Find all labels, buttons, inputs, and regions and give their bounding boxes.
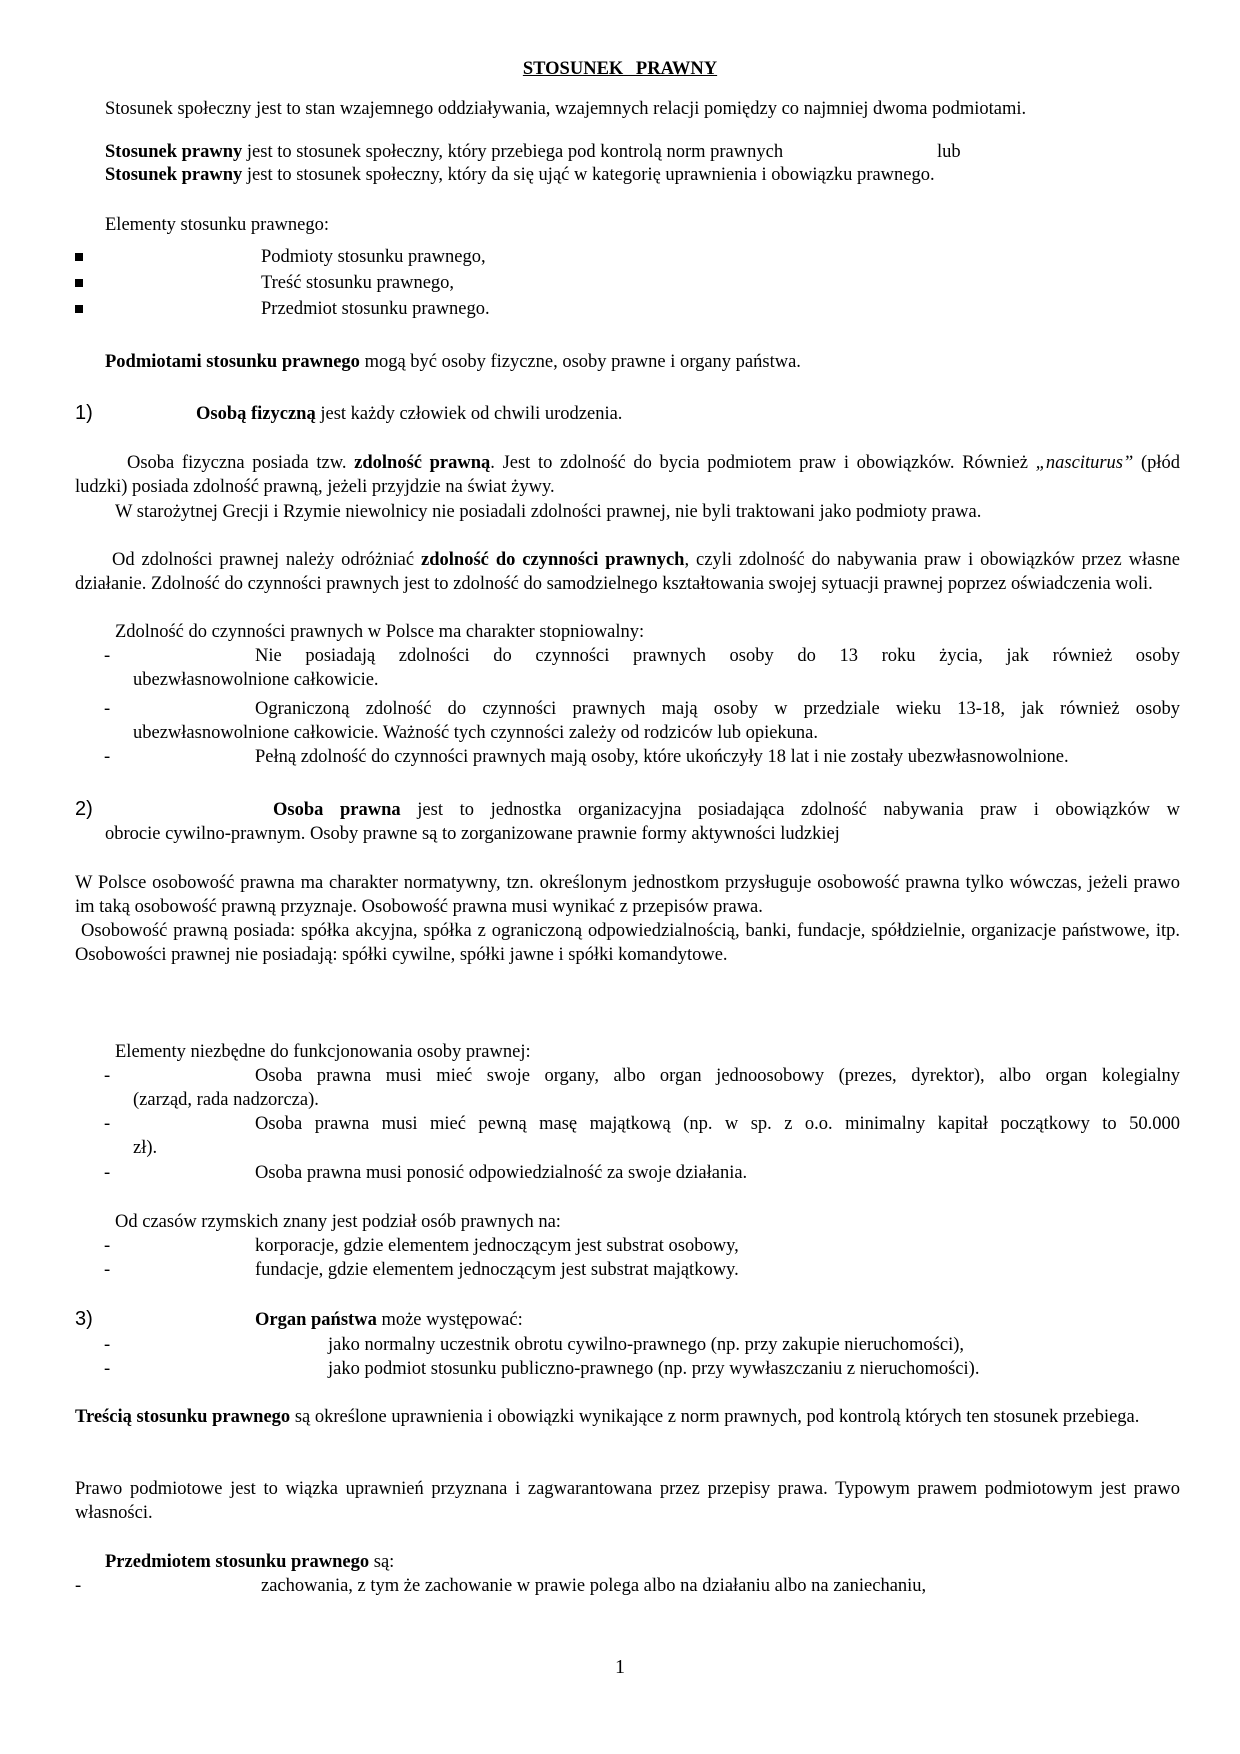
content-text: są określone uprawnienia i obowiązki wynikające z norm prawnych, pod kontrolą których ten stosunek przebiega. (290, 1407, 1140, 1427)
square-bullet-icon (75, 279, 83, 287)
capacity-acts-paragraph (75, 548, 1180, 596)
section-1-number: 1) (75, 402, 93, 424)
organ-list-item: jako normalny uczestnik obrotu cywilno-prawnego (np. przy zakupie nieruchomości), (328, 1335, 965, 1355)
section-3-number: 3) (75, 1308, 93, 1330)
section-2-term: Osoba prawna (273, 800, 401, 820)
square-bullet-icon (75, 253, 83, 261)
roman-list-item: korporacje, gdzie elementem jednoczącym jest substrat osobowy, (255, 1236, 739, 1256)
capacity-acts-term: zdolność do czynności prawnych (421, 550, 685, 570)
section-3-term: Organ państwa (255, 1310, 377, 1330)
legal-personality-paragraph: W Polsce osobowość prawna ma charakter normatywny, tzn. określonym jednostkom przysługuje osobowość prawna tylko wówczas, jeżeli prawo im taką osobowość prawną przyznaje. Osobowość prawna musi wynikać z przepisów prawa. (75, 873, 1180, 917)
needed-list-item-cont: (zarząd, rada nadzorcza). (133, 1090, 319, 1110)
square-bullet-icon (75, 305, 83, 313)
section-1-term: Osobą fizyczną (196, 404, 316, 424)
capacity-list-item-cont: ubezwłasnowolnione całkowicie. (133, 670, 379, 690)
subjective-right-paragraph: Prawo podmiotowe jest to wiązka uprawnień przyznana i zagwarantowana przez przepisy prawa. Typowym prawem podmiotowym jest prawo własności. (75, 1479, 1180, 1523)
definition-2 (105, 163, 935, 187)
capacity-list-item-cont: ubezwłasnowolnione całkowicie. Ważność tych czynności zależy od rodziców lub opiekuna. (133, 723, 819, 743)
object-list-item: zachowania, z tym że zachowanie w prawie polega albo na działaniu albo na zaniechaniu, (261, 1576, 927, 1596)
definition-1 (105, 140, 783, 164)
elements-heading: Elementy stosunku prawnego: (105, 215, 330, 235)
dash-bullet: - (104, 1163, 111, 1183)
organ-list-item: jako podmiot stosunku publiczno-prawnego (np. przy wywłaszczaniu z nieruchomości). (328, 1359, 980, 1379)
dash-bullet: - (104, 699, 111, 719)
legal-capacity-paragraph (75, 451, 1180, 499)
elements-item: Podmioty stosunku prawnego, (261, 247, 486, 267)
text-run: Osoba fizyczna posiada tzw. (127, 453, 355, 473)
capacity-list-item: Nie posiadają zdolności do czynności prawnych osoby do 13 roku życia, jak również osoby (255, 646, 1180, 666)
definition-1-text: jest to stosunek społeczny, który przebiega pod kontrolą norm prawnych (242, 142, 784, 162)
legal-capacity-term: zdolność prawną (354, 453, 491, 473)
nasciturus-term: „nasciturus” (1035, 453, 1134, 473)
page-number: 1 (615, 1656, 625, 1678)
intro-paragraph: Stosunek społeczny jest to stan wzajemnego oddziaływania, wzajemnych relacji pomiędzy co najmniej dwoma podmiotami. (105, 99, 1027, 119)
elements-item: Treść stosunku prawnego, (261, 273, 455, 293)
content-paragraph (75, 1405, 1180, 1429)
needed-heading: Elementy niezbędne do funkcjonowania osoby prawnej: (115, 1042, 531, 1062)
document-title: STOSUNEK PRAWNY (522, 59, 718, 79)
definition-1-term: Stosunek prawny (105, 142, 243, 162)
dash-bullet: - (104, 1260, 111, 1280)
text-run: (płód ludzki) posiada zdolność prawną, jeżeli przyjdzie na świat żywy. (75, 453, 1180, 497)
dash-bullet: - (104, 1114, 111, 1134)
section-1-lead (196, 402, 622, 426)
needed-list-item-cont: zł). (133, 1138, 158, 1158)
capacity-list-item: Pełną zdolność do czynności prawnych mają osoby, które ukończyły 18 lat i nie zostały ubezwłasnowolnione. (255, 747, 1069, 767)
roman-heading: Od czasów rzymskich znany jest podział osób prawnych na: (115, 1212, 561, 1232)
text-run: , czyli zdolność do nabywania praw i obowiązków przez własne działanie. Zdolność do czynności prawnych jest to zdolność do samodzielnego kształtowania swojej sytuacji prawnej poprzez oświadczenia woli. (75, 550, 1180, 594)
section-3-text: może występować: (376, 1310, 523, 1330)
section-1-text: jest każdy człowiek od chwili urodzenia. (315, 404, 623, 424)
object-term: Przedmiotem stosunku prawnego (105, 1552, 370, 1572)
section-2-lead-cont: obrocie cywilno-prawnym. Osoby prawne są to zorganizowane prawnie formy aktywności ludzkiej (105, 824, 840, 844)
gradual-paragraph: Zdolność do czynności prawnych w Polsce ma charakter stopniowalny: (115, 622, 645, 642)
needed-list-item: Osoba prawna musi mieć pewną masę majątkową (np. w sp. z o.o. minimalny kapitał początkowy to 50.000 (255, 1114, 1180, 1134)
subjects-text: mogą być osoby fizyczne, osoby prawne i organy państwa. (359, 352, 801, 372)
dash-bullet: - (104, 646, 111, 666)
capacity-list-item: Ograniczoną zdolność do czynności prawnych mają osoby w przedziale wieku 13-18, jak również osoby (255, 699, 1180, 719)
definition-2-text: jest to stosunek społeczny, który da się ująć w kategorię uprawnienia i obowiązku prawnego. (242, 165, 935, 185)
dash-bullet: - (104, 1335, 111, 1355)
definition-or: lub (937, 142, 961, 162)
text-run: Od zdolności prawnej należy odróżniać (112, 550, 422, 570)
elements-item: Przedmiot stosunku prawnego. (261, 299, 490, 319)
dash-bullet: - (104, 1359, 111, 1379)
dash-bullet: - (104, 747, 111, 767)
object-heading (105, 1550, 394, 1574)
section-2-text: jest to jednostka organizacyjna posiadająca zdolność nabywania praw i obowiązków w (400, 800, 1181, 820)
legal-personality-examples: Osobowość prawną posiada: spółka akcyjna, spółka z ograniczoną odpowiedzialnością, banki, fundacje, spółdzielnie, organizacje państwowe, itp. Osobowości prawnej nie posiadają: spółki cywilne, spółki jawne i spółki komandytowe. (75, 921, 1180, 965)
needed-list-item: Osoba prawna musi ponosić odpowiedzialność za swoje działania. (255, 1163, 748, 1183)
subjects-term: Podmiotami stosunku prawnego (105, 352, 360, 372)
roman-list-item: fundacje, gdzie elementem jednoczącym jest substrat majątkowy. (255, 1260, 739, 1280)
definition-2-term: Stosunek prawny (105, 165, 243, 185)
section-2-lead (273, 798, 1180, 822)
needed-list-item: Osoba prawna musi mieć swoje organy, albo organ jednoosobowy (prezes, dyrektor), albo organ kolegialny (255, 1066, 1180, 1086)
slavery-paragraph: W starożytnej Grecji i Rzymie niewolnicy nie posiadali zdolności prawnej, nie byli traktowani jako podmioty prawa. (115, 502, 982, 522)
section-3-lead (255, 1308, 523, 1332)
dash-bullet: - (104, 1066, 111, 1086)
dash-bullet: - (104, 1236, 111, 1256)
content-term: Treścią stosunku prawnego (75, 1407, 291, 1427)
subjects-paragraph (105, 350, 801, 374)
section-2-number: 2) (75, 798, 93, 820)
dash-bullet: - (75, 1576, 82, 1596)
object-text: są: (369, 1552, 395, 1572)
text-run: . Jest to zdolność do bycia podmiotem praw i obowiązków. Również (490, 453, 1036, 473)
